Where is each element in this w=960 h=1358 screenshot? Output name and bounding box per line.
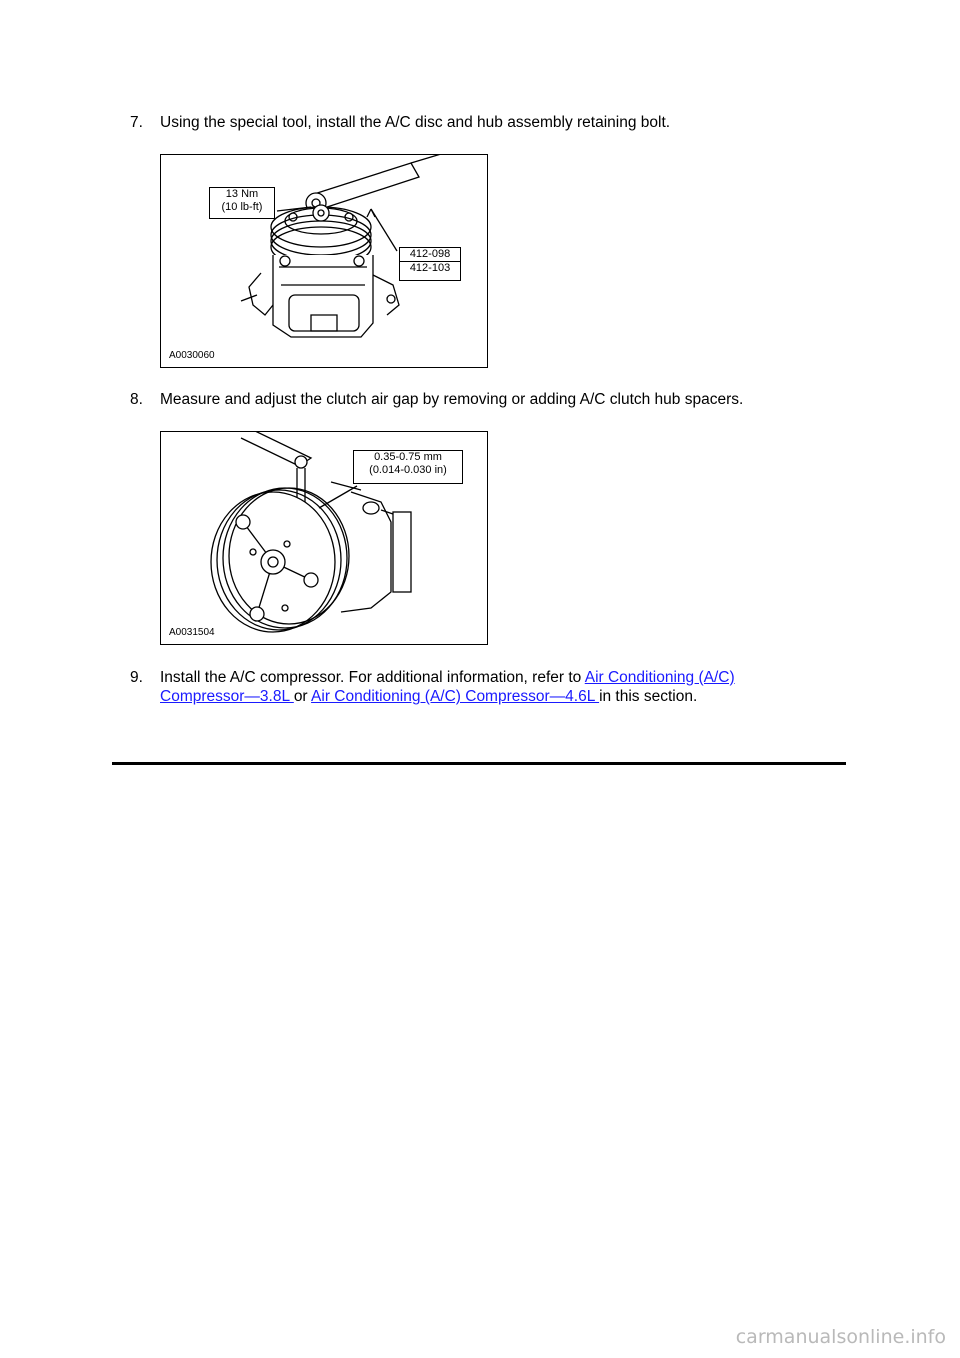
tool-number-2: 412-103 xyxy=(409,262,451,274)
torque-callout xyxy=(209,187,275,219)
step-number: 7. xyxy=(130,114,143,131)
step-text xyxy=(160,668,770,706)
figure-disc-hub-install xyxy=(160,154,488,368)
figure-air-gap xyxy=(160,431,488,645)
figure-id: A0031504 xyxy=(169,627,215,638)
step-text: Measure and adjust the clutch air gap by removing or adding A/C clutch hub spacers. xyxy=(160,391,744,408)
step-text-before: Install the A/C compressor. For additional information, refer to xyxy=(160,669,585,686)
link-compressor-4-6l[interactable]: Air Conditioning (A/C) Compressor—4.6L xyxy=(311,688,600,705)
tool-number-1: 412-098 xyxy=(400,248,460,262)
air-gap-callout xyxy=(353,450,463,484)
torque-value: 13 Nm xyxy=(225,188,259,200)
section-divider xyxy=(112,762,846,765)
step-text: Using the special tool, install the A/C disc and hub assembly retaining bolt. xyxy=(160,114,671,131)
step-text-middle: or xyxy=(293,688,312,705)
gap-value-mm: 0.35-0.75 mm xyxy=(374,451,442,463)
step-number: 8. xyxy=(130,391,143,408)
step-text-after: in this section. xyxy=(599,688,698,705)
link-compressor-3-8l[interactable]: Air Conditioning (A/C) Compressor—3.8L xyxy=(160,669,735,705)
gap-value-in: (0.014-0.030 in) xyxy=(369,464,447,476)
step-number: 9. xyxy=(130,669,143,686)
figure-id: A0030060 xyxy=(169,350,215,361)
tool-callout xyxy=(399,247,461,281)
watermark: carmanualsonline.info xyxy=(735,1326,946,1348)
torque-value-imperial: (10 lb-ft) xyxy=(221,201,263,213)
